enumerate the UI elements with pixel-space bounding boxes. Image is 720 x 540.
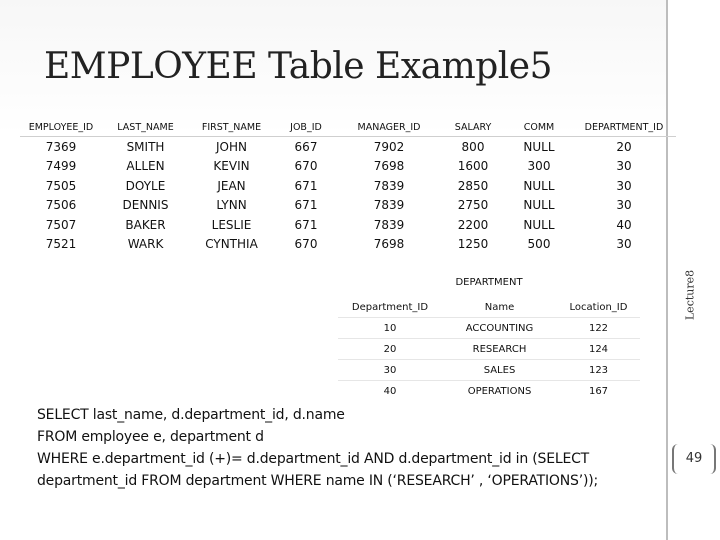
header-job-id: JOB_ID	[274, 119, 338, 137]
cell: LESLIE	[211, 217, 252, 232]
cell: 671	[294, 178, 318, 193]
cell: DOYLE	[125, 178, 166, 193]
cell: 7499	[45, 159, 77, 174]
department-caption: DEPARTMENT	[455, 277, 523, 288]
employee-row	[20, 137, 676, 157]
cell: 7839	[373, 198, 405, 213]
cell: 800	[461, 139, 485, 154]
employee-row	[20, 196, 676, 216]
department-table	[338, 297, 640, 401]
department-row	[338, 360, 640, 381]
cell: 10	[338, 318, 442, 339]
employee-row	[20, 176, 676, 196]
lecture-label: Lecture8	[683, 269, 697, 321]
cell: 7521	[45, 237, 77, 252]
header-last-name: LAST_NAME	[102, 119, 189, 137]
header-comm: COMM	[506, 119, 572, 137]
sql-line: SELECT last_name, d.department_id, d.name	[37, 407, 345, 423]
cell: 7505	[45, 178, 77, 193]
cell: OPERATIONS	[442, 381, 557, 402]
cell: CYNTHIA	[205, 237, 258, 252]
cell: JEAN	[217, 178, 246, 193]
cell: 7839	[373, 217, 405, 232]
employee-table	[20, 119, 676, 254]
cell: JOHN	[216, 139, 247, 154]
cell: 40	[338, 381, 442, 402]
cell: 670	[294, 237, 318, 252]
page-number: 49	[672, 444, 716, 474]
slide-title: EMPLOYEE Table Example5	[44, 46, 552, 87]
cell: 7369	[45, 139, 77, 154]
employee-row	[20, 215, 676, 235]
cell: 670	[294, 159, 318, 174]
department-row	[338, 318, 640, 339]
cell: 7698	[373, 159, 405, 174]
employee-row	[20, 157, 676, 177]
header-dept-id: Department_ID	[351, 301, 429, 313]
sql-line: FROM employee e, department d	[37, 429, 264, 445]
cell: NULL	[523, 139, 555, 154]
cell: 1250	[457, 237, 489, 252]
cell: 7902	[373, 139, 405, 154]
cell: NULL	[523, 217, 555, 232]
cell: SMITH	[126, 139, 165, 154]
cell: 667	[294, 139, 318, 154]
cell: SALES	[442, 360, 557, 381]
cell: ACCOUNTING	[442, 318, 557, 339]
cell: 124	[557, 339, 640, 360]
cell: NULL	[523, 178, 555, 193]
cell: 671	[294, 217, 318, 232]
header-location-id: Location_ID	[569, 301, 628, 313]
cell: 167	[557, 381, 640, 402]
header-dept-name: Name	[484, 301, 515, 313]
cell: 2850	[457, 178, 489, 193]
cell: 7507	[45, 217, 77, 232]
cell: KEVIN	[213, 159, 250, 174]
cell: 7698	[373, 237, 405, 252]
header-manager-id: MANAGER_ID	[338, 119, 440, 137]
cell: 30	[616, 178, 632, 193]
sql-line: department_id FROM department WHERE name IN (‘RESEARCH’ , ‘OPERATIONS’));	[37, 473, 598, 489]
cell: NULL	[523, 198, 555, 213]
cell: 30	[616, 237, 632, 252]
employee-row	[20, 235, 676, 255]
cell: 2200	[457, 217, 489, 232]
header-employee-id: EMPLOYEE_ID	[20, 119, 102, 137]
cell: 122	[557, 318, 640, 339]
cell: BAKER	[125, 217, 166, 232]
cell: 40	[616, 217, 632, 232]
sql-line: WHERE e.department_id (+)= d.department_id AND d.department_id in (SELECT	[37, 451, 590, 467]
cell: ALLEN	[126, 159, 165, 174]
cell: 30	[616, 159, 632, 174]
cell: 7506	[45, 198, 77, 213]
department-row	[338, 381, 640, 402]
cell: 20	[616, 139, 632, 154]
sql-query	[37, 404, 598, 492]
cell: DENNIS	[122, 198, 169, 213]
department-header-row	[338, 297, 640, 318]
department-row	[338, 339, 640, 360]
cell: 7839	[373, 178, 405, 193]
cell: LYNN	[216, 198, 247, 213]
cell: 1600	[457, 159, 489, 174]
header-salary: SALARY	[440, 119, 506, 137]
employee-header-row	[20, 119, 676, 137]
cell: 30	[616, 198, 632, 213]
cell: 2750	[457, 198, 489, 213]
header-department-id: DEPARTMENT_ID	[572, 119, 676, 137]
header-first-name: FIRST_NAME	[189, 119, 274, 137]
cell: RESEARCH	[442, 339, 557, 360]
cell: 500	[527, 237, 551, 252]
cell: WARK	[127, 237, 164, 252]
cell: 123	[557, 360, 640, 381]
cell: 30	[338, 360, 442, 381]
cell: 671	[294, 198, 318, 213]
cell: 20	[338, 339, 442, 360]
cell: 300	[527, 159, 551, 174]
